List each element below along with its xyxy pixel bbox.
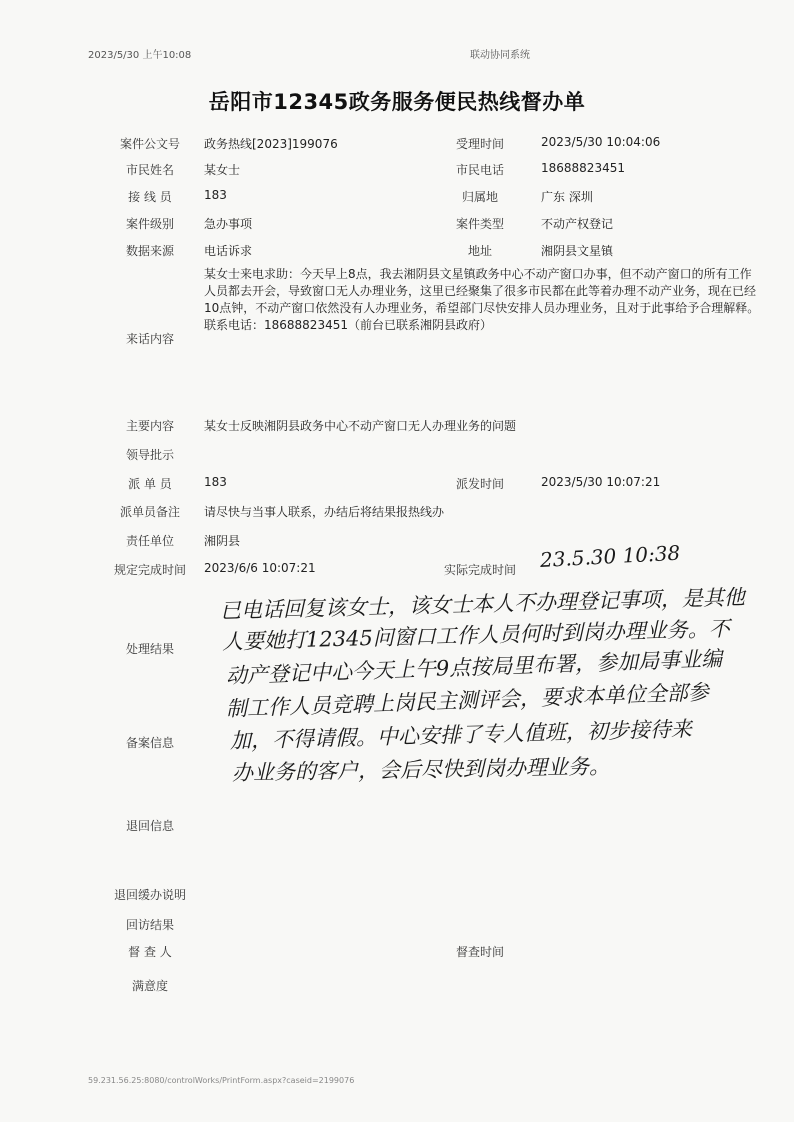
value-responsible-unit: 湘阴县 — [204, 534, 241, 548]
value-dispatch-note: 请尽快与当事人联系，办结后将结果报热线办 — [204, 505, 445, 519]
handwritten-finish-time: 23.5.30 10:38 — [539, 540, 681, 572]
label-operator: 接 线 员 — [128, 190, 172, 204]
value-address: 湘阴县文星镇 — [541, 244, 614, 258]
result-line-3: 动产登记中心今天上午9点按局里布署，参加局事业编 — [225, 646, 723, 688]
label-return-info: 退回信息 — [125, 819, 174, 833]
value-case-level: 急办事项 — [204, 217, 253, 231]
value-deadline: 2023/6/6 10:07:21 — [204, 561, 316, 575]
label-dispatch-time: 派发时间 — [455, 477, 504, 491]
label-appeal: 来话内容 — [125, 332, 174, 346]
value-source: 电话诉求 — [204, 244, 253, 258]
label-dispatcher: 派 单 员 — [128, 477, 172, 491]
result-line-2: 人要她打12345问窗口工作人员何时到岗办理业务。不 — [221, 616, 730, 654]
label-case-type: 案件类型 — [455, 217, 504, 231]
value-case-type: 不动产权登记 — [541, 217, 614, 231]
result-line-4: 制工作人员竞聘上岗民主测评会，要求本单位全部参 — [225, 680, 710, 721]
label-filing-info: 备案信息 — [125, 736, 174, 750]
result-line-1: 已电话回复该女士，该女士本人不办理登记事项，是其他 — [219, 585, 746, 623]
label-supervise-time: 督查时间 — [455, 945, 504, 959]
label-supervisor: 督 查 人 — [128, 945, 172, 959]
page-title: 岳阳市12345政务服务便民热线督办单 — [208, 90, 586, 114]
value-dispatch-time: 2023/5/30 10:07:21 — [541, 475, 661, 489]
label-responsible-unit: 责任单位 — [125, 534, 174, 548]
label-citizen-name: 市民姓名 — [125, 163, 174, 177]
label-result: 处理结果 — [125, 642, 174, 656]
label-source: 数据来源 — [125, 244, 174, 258]
label-case-no: 案件公文号 — [119, 137, 180, 151]
label-case-level: 案件级别 — [125, 217, 174, 231]
label-dispatch-note: 派单员备注 — [119, 505, 180, 519]
footer-url: 59.231.56.25:8080/controlWorks/PrintForm.aspx?caseid=2199076 — [88, 1076, 355, 1085]
label-return-delay-note: 退回缓办说明 — [113, 888, 186, 902]
appeal-content: 某女士来电求助：今天早上8点，我去湘阴县文星镇政务中心不动产窗口办事，但不动产窗口的所有工作人员都去开会，导致窗口无人办理业务，这里已经聚集了很多市民都在此等着办理不动产业务，现在已经10点钟，不动产窗口依然没有人办理业务，希望部门尽快安排人员办理业务，且对于此事给予合理解释。联系电话：18688823451（前台已联系湘阴县政府） — [204, 267, 760, 332]
print-datetime: 2023/5/30 上午10:08 — [88, 50, 192, 61]
label-address: 地址 — [467, 244, 492, 258]
system-name: 联动协同系统 — [470, 50, 530, 61]
result-line-5: 加，不得请假。中心安排了专人值班，初步接待来 — [229, 716, 693, 753]
label-satisfaction: 满意度 — [131, 979, 168, 993]
result-line-6: 办业务的客户，会后尽快到岗办理业务。 — [231, 754, 611, 785]
value-operator: 183 — [204, 188, 227, 202]
label-accept-time: 受理时间 — [455, 137, 504, 151]
label-citizen-phone: 市民电话 — [455, 163, 504, 177]
value-accept-time: 2023/5/30 10:04:06 — [541, 135, 661, 149]
label-callback-result: 回访结果 — [125, 918, 174, 932]
value-case-no: 政务热线[2023]199076 — [204, 137, 338, 151]
value-citizen-name: 某女士 — [204, 163, 241, 177]
value-citizen-phone: 18688823451 — [541, 161, 625, 175]
label-deadline: 规定完成时间 — [113, 563, 186, 577]
label-actual-finish-time: 实际完成时间 — [443, 563, 516, 577]
label-location: 归属地 — [461, 190, 498, 204]
label-main-content: 主要内容 — [125, 419, 174, 433]
label-leader-instruction: 领导批示 — [125, 448, 174, 462]
value-main-content: 某女士反映湘阴县政务中心不动产窗口无人办理业务的问题 — [204, 419, 517, 433]
value-dispatcher: 183 — [204, 475, 227, 489]
value-location: 广东 深圳 — [541, 190, 593, 204]
